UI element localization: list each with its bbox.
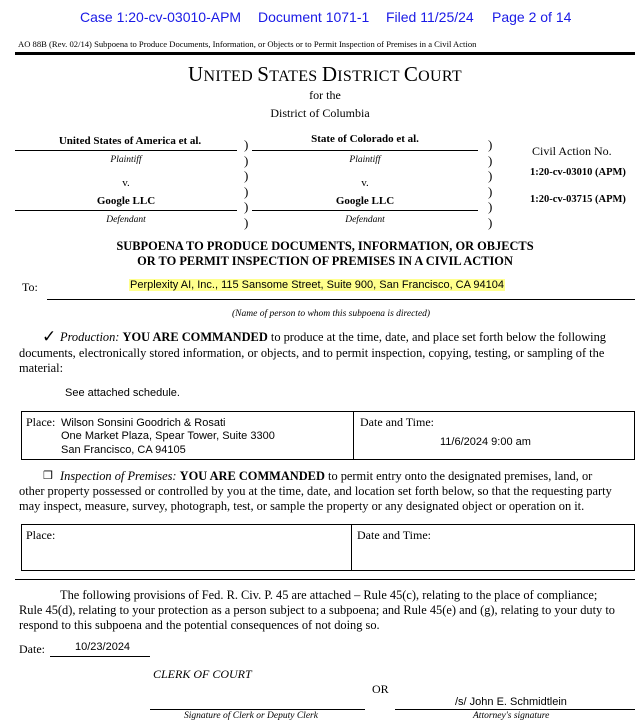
- left-plaintiff-label: Plaintiff: [110, 155, 142, 165]
- place-line-2: One Market Plaza, Spear Tower, Suite 3300: [61, 430, 275, 442]
- district: District of Columbia: [270, 106, 370, 120]
- civil-action-2: 1:20-cv-03715 (APM): [530, 194, 626, 205]
- inspection-text: other property possessed or controlled by you at the time, date, and location set forth below, so that the requesting party may inspect, measure, survey, photograph, test, or sample the property or any designated object or operation on it.: [19, 484, 612, 513]
- date-line: [50, 656, 150, 657]
- civil-action-label: Civil Action No.: [532, 144, 612, 158]
- right-plaintiff-line: [252, 150, 478, 151]
- left-plaintiff-line: [15, 150, 237, 151]
- production-datetime-label: Date and Time:: [360, 415, 434, 429]
- subpoena-title-2: OR TO PERMIT INSPECTION OF PREMISES IN A CIVIL ACTION: [137, 254, 513, 268]
- form-id: AO 88B (Rev. 02/14) Subpoena to Produce Documents, Information, or Objects or to Permit Inspection of Premises in a Civil Action: [18, 39, 477, 49]
- recipient-line: [47, 299, 635, 300]
- document-number: Document 1071-1: [258, 9, 370, 25]
- subpoena-title-1: SUBPOENA TO PRODUCE DOCUMENTS, INFORMATION, OR OBJECTS: [116, 239, 534, 253]
- right-plaintiff: State of Colorado et al.: [311, 133, 419, 145]
- recipient[interactable]: Perplexity AI, Inc., 115 Sansome Street, Suite 900, San Francisco, CA 94104: [130, 279, 505, 291]
- clerk-signature-line: [150, 709, 365, 710]
- clerk-signature-caption: Signature of Clerk or Deputy Clerk: [184, 711, 318, 721]
- inspection-checkbox[interactable]: ❒: [43, 470, 53, 482]
- attorney-signature-caption: Attorney's signature: [473, 711, 550, 721]
- production-box-divider: [353, 411, 354, 459]
- clerk-of-court: CLERK OF COURT: [153, 667, 252, 681]
- attorney-signature-line: [395, 709, 635, 710]
- place-line-1: Wilson Sonsini Goodrich & Rosati: [61, 417, 226, 429]
- right-defendant-line: [252, 210, 478, 211]
- or-label: OR: [372, 682, 389, 696]
- to-label: To:: [22, 280, 38, 294]
- provisions-first-line: The following provisions of Fed. R. Civ. P. 45 are attached – Rule 45(c), relating to the place of compliance;: [60, 588, 598, 602]
- right-defendant: Google LLC: [335, 195, 395, 207]
- page-number: Page 2 of 14: [492, 9, 572, 25]
- attorney-signature[interactable]: /s/ John E. Schmidtlein: [455, 696, 567, 708]
- case-number: Case 1:20-cv-03010-APM: [80, 9, 242, 25]
- top-rule: [15, 52, 635, 55]
- filed-date: Filed 11/25/24: [386, 9, 474, 25]
- civil-action-1: 1:20-cv-03010 (APM): [530, 167, 626, 178]
- inspection-datetime-label: Date and Time:: [357, 528, 431, 542]
- left-plaintiff: United States of America et al.: [58, 135, 202, 147]
- left-defendant-label: Defendant: [106, 215, 146, 225]
- recipient-caption: (Name of person to whom this subpoena is directed): [232, 309, 431, 319]
- inspection-place-label: Place:: [26, 528, 56, 542]
- production-place-label: Place:: [26, 415, 56, 429]
- production-first-line: Production: YOU ARE COMMANDED to produce at the time, date, and place set forth below the following: [60, 330, 607, 344]
- left-defendant-line: [15, 210, 237, 211]
- inspection-bottom-rule: [15, 579, 635, 580]
- left-v: v.: [122, 177, 130, 189]
- right-defendant-label: Defendant: [345, 215, 385, 225]
- production-datetime-value: 11/6/2024 9:00 am: [440, 436, 531, 448]
- date-label: Date:: [19, 642, 45, 656]
- date-value[interactable]: 10/23/2024: [75, 641, 131, 653]
- left-defendant: Google LLC: [96, 195, 156, 207]
- left-parens: ) ) ) ) ) ): [244, 137, 249, 230]
- inspection-place-box: [21, 524, 635, 571]
- for-the: for the: [309, 88, 341, 102]
- schedule-text: See attached schedule.: [65, 387, 180, 399]
- right-plaintiff-label: Plaintiff: [349, 155, 381, 165]
- right-v: v.: [361, 177, 369, 189]
- right-parens: ) ) ) ) ) ): [488, 137, 493, 230]
- production-text: documents, electronically stored information, or objects, and to permit inspection, copying, testing, or sampling of the material:: [19, 346, 605, 375]
- inspection-box-divider: [351, 524, 352, 570]
- provisions-text: Rule 45(d), relating to your protection as a person subject to a subpoena; and Rule 45(e) and (g), relating to your duty to respond to this subpoena and the potential consequences of not doing so.: [19, 603, 615, 632]
- production-check-icon[interactable]: ✓: [42, 327, 57, 346]
- court-title: UNITED STATES DISTRICT COURT: [188, 62, 462, 86]
- place-line-3: San Francisco, CA 94105: [61, 444, 186, 456]
- inspection-first-line: Inspection of Premises: YOU ARE COMMANDED to permit entry onto the designated premises, land, or: [60, 469, 593, 483]
